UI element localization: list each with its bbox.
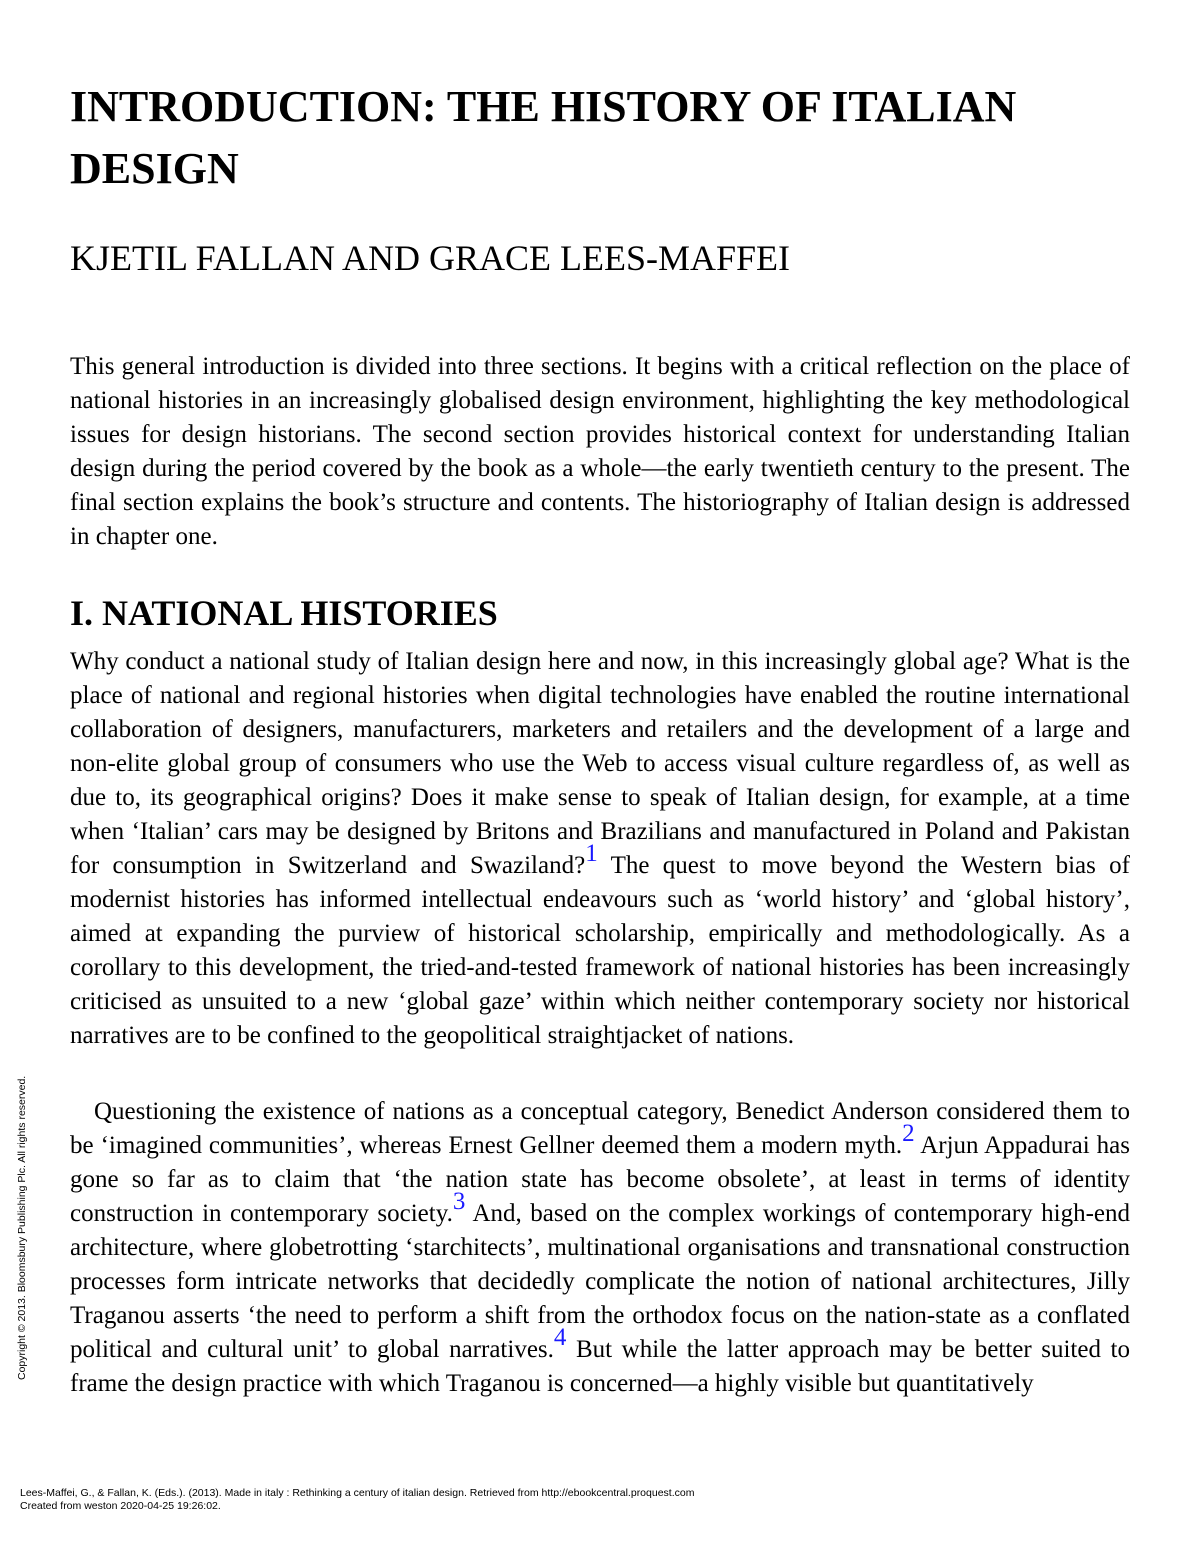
body-paragraph-2 [70, 1095, 1130, 1401]
paragraph-text: And, based on the complex workings of contemporary high-end architecture, where globetrotting ‘starchitects’, multinational organisations and transnational construction processes form intricate networks that decidedly complicate the notion of national architectures, Jilly Traganou asserts ‘the need to perform a shift from the orthodox focus on the nation-state as a conflated political and cultural unit’ to global narratives. [70, 1200, 1130, 1363]
paragraph-text: Questioning the existence of nations as a conceptual category, Benedict Anderson considered them to be ‘imagined communities’, whereas Ernest Gellner deemed them a modern myth. [70, 1098, 1130, 1159]
paragraph-text: But while the latter approach may be better suited to frame the design practice with which Traganou is concerned—a highly visible but quantitatively [70, 1336, 1130, 1397]
paragraph-text: Arjun Appadurai has gone so far as to claim that ‘the nation state has become obsolete’, at least in terms of identity construction in contemporary society. [70, 1132, 1130, 1227]
footer-citation: Lees-Maffei, G., & Fallan, K. (Eds.). (2013). Made in italy : Rethinking a century of italian design. Retrieved from http://ebookcentral.proquest.com [20, 1487, 695, 1499]
footnote-ref-4[interactable]: 4 [553, 1324, 567, 1351]
chapter-title: INTRODUCTION: THE HISTORY OF ITALIAN DESIGN [70, 82, 1017, 193]
page-footer [20, 1487, 694, 1513]
footnote-ref-3[interactable]: 3 [452, 1188, 466, 1215]
paragraph-text: The quest to move beyond the Western bias of modernist histories has informed intellectual endeavours such as ‘world history’ and ‘global history’, aimed at expanding the purview of historical scholarship, empirically and methodologically. As a corollary to this development, the tried-and-tested framework of national histories has been increasingly criticised as unsuited to a new ‘global gaze’ within which neither contemporary society nor historical narratives are to be confined to the geopolitical straightjacket of nations. [70, 852, 1131, 1049]
section-heading: I. NATIONAL HISTORIES [70, 593, 498, 633]
footnote-ref-2[interactable]: 2 [902, 1120, 915, 1147]
footer-created: Created from weston 2020-04-25 19:26:02. [20, 1500, 221, 1512]
body-paragraph-1 [70, 645, 1130, 1053]
footnote-ref-1[interactable]: 1 [585, 840, 598, 867]
side-copyright-notice: Copyright © 2013. Bloomsbury Publishing Plc. All rights reserved. [16, 1075, 28, 1380]
chapter-authors: KJETIL FALLAN AND GRACE LEES-MAFFEI [70, 238, 790, 278]
intro-paragraph: This general introduction is divided into three sections. It begins with a critical reflection on the place of national histories in an increasingly globalised design environment, highlighting the key methodological issues for design historians. The second section provides historical context for understanding Italian design during the period covered by the book as a whole—the early twentieth century to the present. The final section explains the book’s structure and contents. The historiography of Italian design is addressed in chapter one. [70, 353, 1130, 550]
paragraph-text: Why conduct a national study of Italian design here and now, in this increasingly global age? What is the place of national and regional histories when digital technologies have enabled the routine international collaboration of designers, manufacturers, marketers and retailers and the development of a large and non-elite global group of consumers who use the Web to access visual culture regardless of, as well as due to, its geographical origins? Does it make sense to speak of Italian design, for example, at a time when ‘Italian’ cars may be designed by Britons and Brazilians and manufactured in Poland and Pakistan for consumption in Switzerland and Swaziland? [70, 648, 1130, 879]
